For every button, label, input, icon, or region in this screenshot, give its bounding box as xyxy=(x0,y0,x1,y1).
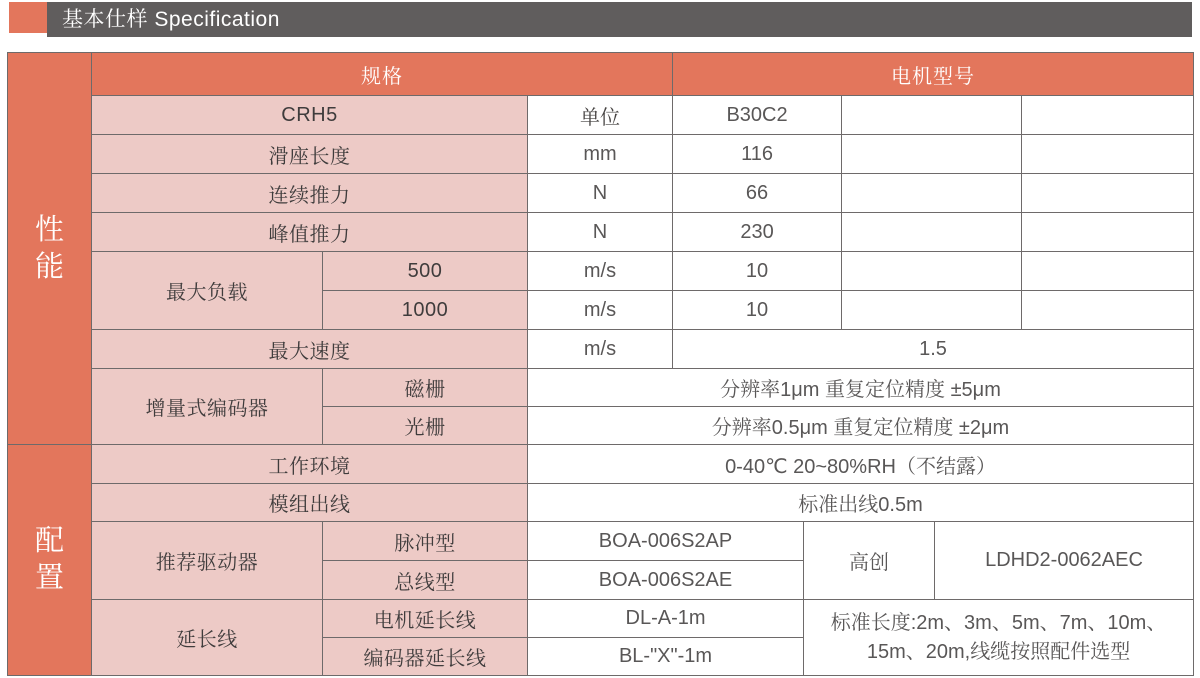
driver-pulse-value: BOA-006S2AP xyxy=(528,522,804,561)
max-load-500-empty-1 xyxy=(842,252,1022,291)
table-header-row xyxy=(8,53,1194,96)
module-cable-value: 标准出线0.5m xyxy=(528,484,1194,522)
row-driver-pulse xyxy=(8,522,1194,561)
max-speed-label: 最大速度 xyxy=(92,330,528,369)
encoder-magnetic-sub: 磁栅 xyxy=(323,369,528,407)
encoder-magnetic-value: 分辨率1μm 重复定位精度 ±5μm xyxy=(528,369,1194,407)
section-configuration xyxy=(8,445,92,676)
slider-length-empty-2 xyxy=(1022,135,1194,174)
extension-motor-sub: 电机延长线 xyxy=(323,600,528,638)
max-load-1000-sub: 1000 xyxy=(323,291,528,330)
continuous-force-empty-1 xyxy=(842,174,1022,213)
model-value-empty-1 xyxy=(842,96,1022,135)
max-load-1000-empty-2 xyxy=(1022,291,1194,330)
driver-bus-sub: 总线型 xyxy=(323,561,528,600)
slider-length-label: 滑座长度 xyxy=(92,135,528,174)
continuous-force-empty-2 xyxy=(1022,174,1194,213)
row-work-env xyxy=(8,445,1194,484)
extension-motor-value: DL-A-1m xyxy=(528,600,804,638)
extension-encoder-value: BL-"X"-1m xyxy=(528,638,804,676)
peak-force-unit: N xyxy=(528,213,673,252)
unit-header: 单位 xyxy=(528,96,673,135)
row-module-cable xyxy=(8,484,1194,522)
spec-table xyxy=(7,52,1194,676)
peak-force-label: 峰值推力 xyxy=(92,213,528,252)
encoder-optical-value: 分辨率0.5μm 重复定位精度 ±2μm xyxy=(528,407,1194,445)
driver-pulse-sub: 脉冲型 xyxy=(323,522,528,561)
max-load-500-value: 10 xyxy=(673,252,842,291)
peak-force-empty-1 xyxy=(842,213,1022,252)
driver-label: 推荐驱动器 xyxy=(92,522,323,600)
row-continuous-force xyxy=(8,174,1194,213)
extension-encoder-sub: 编码器延长线 xyxy=(323,638,528,676)
encoder-label: 增量式编码器 xyxy=(92,369,323,445)
max-load-label: 最大负载 xyxy=(92,252,323,330)
peak-force-empty-2 xyxy=(1022,213,1194,252)
driver-brand: 高创 xyxy=(804,522,935,600)
continuous-force-label: 连续推力 xyxy=(92,174,528,213)
title-accent-square xyxy=(9,2,47,33)
encoder-optical-sub: 光栅 xyxy=(323,407,528,445)
extension-label: 延长线 xyxy=(92,600,323,676)
max-load-1000-value: 10 xyxy=(673,291,842,330)
section-performance-label: 性 能 xyxy=(34,213,64,283)
work-env-value: 0-40℃ 20~80%RH（不结露） xyxy=(528,445,1194,484)
max-load-500-unit: m/s xyxy=(528,252,673,291)
max-load-1000-unit: m/s xyxy=(528,291,673,330)
header-motor-model: 电机型号 xyxy=(673,53,1194,96)
section-title: 基本仕样 Specification xyxy=(47,2,1192,37)
model-series-label: CRH5 xyxy=(92,96,528,135)
row-model xyxy=(8,96,1194,135)
continuous-force-value: 66 xyxy=(673,174,842,213)
driver-brand-model: LDHD2-0062AEC xyxy=(935,522,1194,600)
row-peak-force xyxy=(8,213,1194,252)
model-value: B30C2 xyxy=(673,96,842,135)
max-speed-value: 1.5 xyxy=(673,330,1194,369)
slider-length-unit: mm xyxy=(528,135,673,174)
section-performance xyxy=(8,53,92,445)
row-encoder-magnetic xyxy=(8,369,1194,407)
continuous-force-unit: N xyxy=(528,174,673,213)
row-max-speed xyxy=(8,330,1194,369)
work-env-label: 工作环境 xyxy=(92,445,528,484)
row-extension-motor xyxy=(8,600,1194,638)
max-load-500-empty-2 xyxy=(1022,252,1194,291)
slider-length-value: 116 xyxy=(673,135,842,174)
module-cable-label: 模组出线 xyxy=(92,484,528,522)
row-max-load-500 xyxy=(8,252,1194,291)
extension-note: 标准长度:2m、3m、5m、7m、10m、15m、20m,线缆按照配件选型 xyxy=(804,600,1194,676)
driver-bus-value: BOA-006S2AE xyxy=(528,561,804,600)
section-configuration-label: 配 置 xyxy=(34,525,64,594)
model-value-empty-2 xyxy=(1022,96,1194,135)
row-slider-length xyxy=(8,135,1194,174)
header-spec: 规格 xyxy=(92,53,673,96)
peak-force-value: 230 xyxy=(673,213,842,252)
max-load-1000-empty-1 xyxy=(842,291,1022,330)
max-load-500-sub: 500 xyxy=(323,252,528,291)
slider-length-empty-1 xyxy=(842,135,1022,174)
max-speed-unit: m/s xyxy=(528,330,673,369)
